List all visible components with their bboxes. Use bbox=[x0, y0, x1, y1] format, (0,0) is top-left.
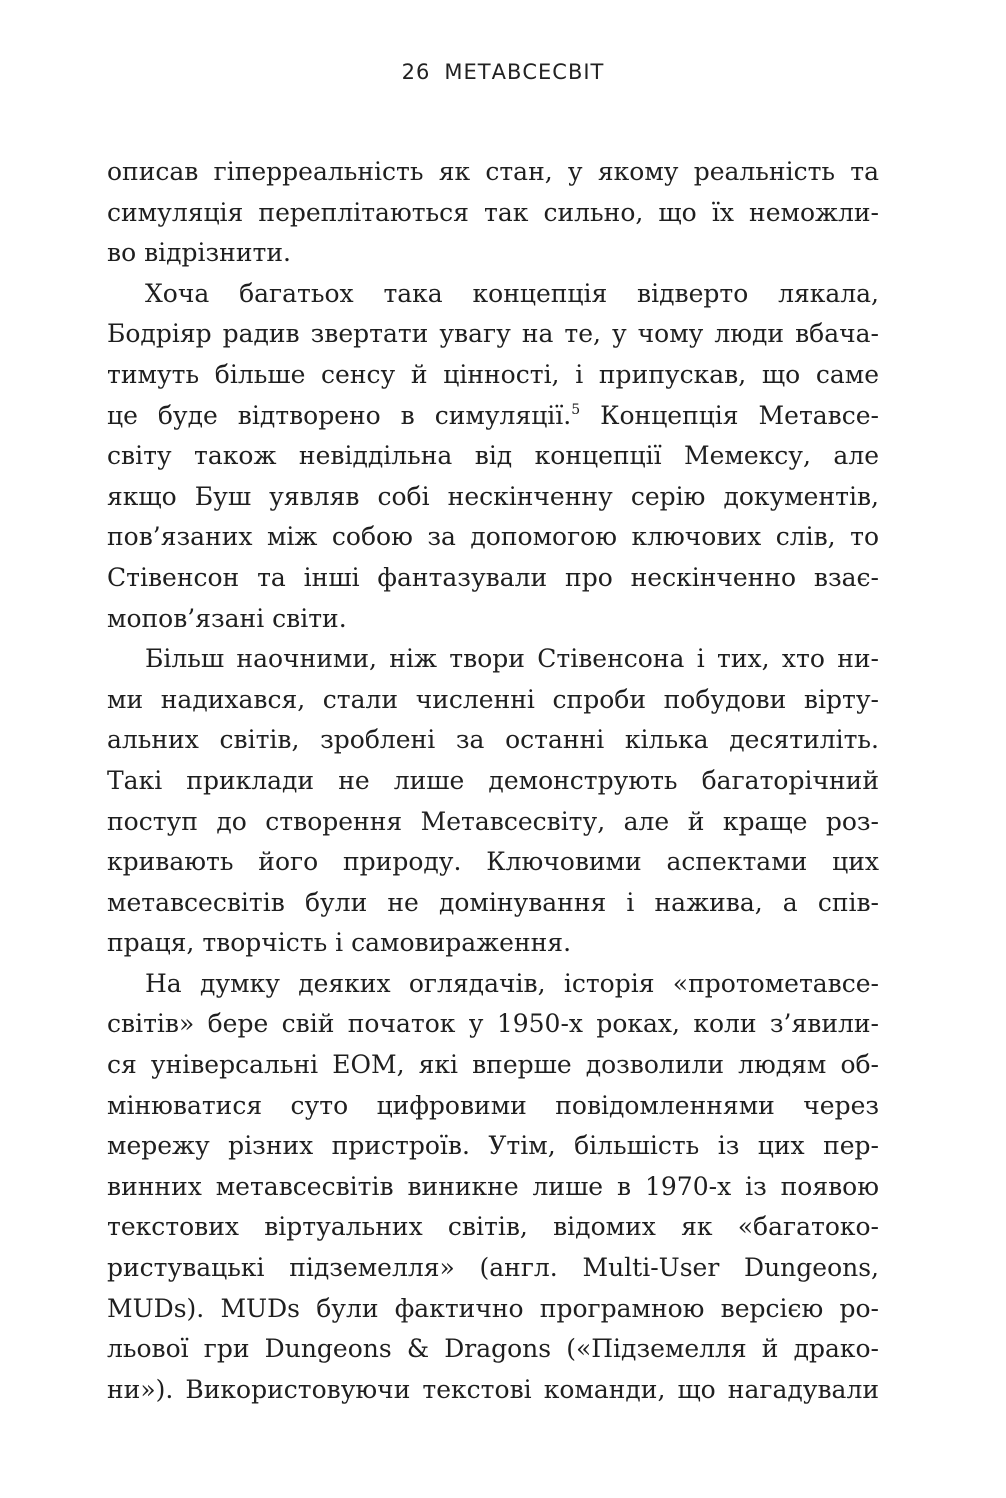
text-line: світу також невіддільна від концепції Мемексу, але bbox=[107, 441, 879, 471]
text-segment: це буде відтворено в симуляції. bbox=[107, 400, 572, 430]
text-line: мопов’язані світи. bbox=[107, 603, 347, 633]
text-line: ми надихався, стали численні спроби побудови вірту- bbox=[107, 684, 879, 714]
text-line: MUDs). MUDs були фактично програмною версією ро- bbox=[107, 1293, 879, 1323]
text-line: поступ до створення Метавсесвіту, але й краще роз- bbox=[107, 806, 879, 836]
text-line: мінюватися суто цифровими повідомленнями через bbox=[107, 1090, 879, 1120]
text-line: ристувацькі підземелля» (англ. Multi-User Dungeons, bbox=[107, 1253, 879, 1283]
text-line: Стівенсон та інші фантазували про нескінченно взає- bbox=[107, 562, 879, 592]
text-line: світів» бере свій початок у 1950-х роках, коли з’явили- bbox=[107, 1009, 879, 1039]
text-line: На думку деяких оглядачів, історія «протометавсе- bbox=[145, 968, 879, 998]
text-line: пов’язаних між собою за допомогою ключових слів, то bbox=[107, 522, 879, 552]
text-line: праця, творчість і самовираження. bbox=[107, 928, 572, 958]
footnote-ref[interactable]: 5 bbox=[571, 401, 581, 418]
text-segment: Концепція Метавсе- bbox=[580, 400, 879, 430]
text-line: текстових віртуальних світів, відомих як «багатоко- bbox=[107, 1212, 879, 1242]
text-line: кривають його природу. Ключовими аспектами цих bbox=[107, 847, 879, 877]
text-line: альних світів, зроблені за останні кілька десятиліть. bbox=[107, 725, 879, 755]
text-line-with-footnote bbox=[107, 396, 879, 437]
text-line: Бодріяр радив звертати увагу на те, у чому люди вбача- bbox=[107, 319, 879, 349]
text-line: ся універсальні ЕОМ, які вперше дозволили людям об- bbox=[107, 1050, 879, 1080]
text-line: якщо Буш уявляв собі нескінченну серію документів, bbox=[107, 481, 879, 511]
text-line: ни»). Використовуючи текстові команди, що нагадували bbox=[107, 1374, 879, 1404]
running-title: МЕТАВСЕСВІТ bbox=[444, 60, 605, 84]
text-line: Більш наочними, ніж твори Стівенсона і тих, хто ни- bbox=[145, 644, 879, 674]
text-line: тимуть більше сенсу й цінності, і припускав, що саме bbox=[107, 359, 879, 389]
text-line: Хоча багатьох така концепція відверто лякала, bbox=[145, 278, 879, 308]
text-line: мережу різних пристроїв. Утім, більшість із цих пер- bbox=[107, 1131, 879, 1161]
text-line: Такі приклади не лише демонструють багаторічний bbox=[107, 765, 879, 795]
text-line: симуляція переплітаються так сильно, що їх неможли- bbox=[107, 197, 879, 227]
running-head bbox=[0, 60, 1006, 84]
text-line: во відрізнити. bbox=[107, 238, 291, 268]
body-text bbox=[107, 152, 879, 1410]
text-line: льової гри Dungeons & Dragons («Підземелля й драко- bbox=[107, 1334, 879, 1364]
text-line: метавсесвітів були не домінування і нажива, а спів- bbox=[107, 887, 879, 917]
text-line: описав гіперреальність як стан, у якому реальність та bbox=[107, 157, 879, 186]
page-number: 26 bbox=[401, 60, 431, 84]
text-line: винних метавсесвітів виникне лише в 1970-х із появою bbox=[107, 1171, 879, 1201]
